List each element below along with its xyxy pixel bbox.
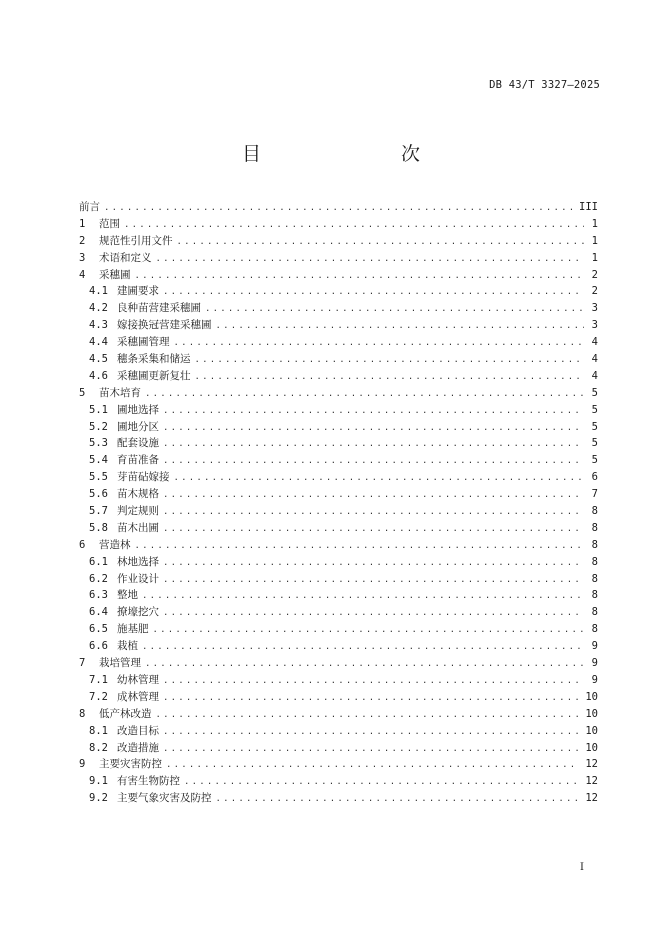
toc-entry-label: 建圃要求: [117, 285, 159, 298]
dot-leader: [163, 420, 584, 437]
toc-entry-number: 4: [79, 268, 86, 281]
toc-entry-label: 育苗准备: [117, 454, 159, 467]
toc-entry-label: 低产林改造: [99, 707, 152, 720]
toc-entry-label: 苗木培育: [99, 386, 141, 399]
toc-entry-number: 5.5: [89, 471, 108, 484]
toc-entry-page: 8: [591, 572, 598, 585]
dot-leader: [163, 605, 584, 622]
dot-leader: [174, 335, 585, 352]
dot-leader: [163, 403, 584, 420]
toc-entry-number: 5.8: [89, 521, 108, 534]
toc-entry[interactable]: [79, 638, 598, 655]
toc-entry-label: 范围: [99, 217, 120, 230]
dot-leader: [163, 690, 579, 707]
dot-leader: [163, 284, 584, 301]
toc-entry-page: 1: [591, 234, 598, 247]
toc-entry-page: 8: [591, 505, 598, 518]
toc-entry-number: 5.3: [89, 437, 108, 450]
toc-entry-number: 9.1: [89, 775, 108, 788]
toc-entry-page: 10: [585, 707, 598, 720]
page-number: I: [580, 862, 584, 873]
toc-entry-number: 8.2: [89, 741, 108, 754]
toc-entry-label: 苗木规格: [117, 488, 159, 501]
dot-leader: [124, 217, 584, 234]
toc-entry-label: 良种苗营建采穗圃: [117, 302, 201, 315]
toc-entry-page: 10: [585, 690, 598, 703]
toc-entry[interactable]: [79, 267, 598, 284]
toc-entry-page: 8: [591, 555, 598, 568]
toc-entry-page: 5: [591, 454, 598, 467]
toc-entry-label: 主要气象灾害及防控: [117, 792, 212, 805]
toc-entry-number: 5.1: [89, 403, 108, 416]
dot-leader: [163, 453, 584, 470]
toc-entry-page: 12: [585, 792, 598, 805]
toc-entry[interactable]: [79, 452, 598, 469]
toc-entry-label: 苗木出圃: [117, 521, 159, 534]
toc-entry[interactable]: [79, 351, 598, 368]
toc-entry-label: 穗条采集和储运: [117, 353, 191, 366]
toc-entry-label: 营造林: [99, 538, 131, 551]
toc-entry-number: 6.3: [89, 589, 108, 602]
dot-leader: [145, 656, 584, 673]
toc-entry-label: 芽苗砧嫁接: [117, 471, 170, 484]
dot-leader: [156, 251, 585, 268]
toc-entry-page: 1: [591, 217, 598, 230]
toc-entry-page: 5: [591, 420, 598, 433]
dot-leader: [163, 741, 579, 758]
toc-entry-label: 栽培管理: [99, 657, 141, 670]
dot-leader: [163, 436, 584, 453]
toc-entry[interactable]: [79, 655, 598, 672]
toc-entry-label: 判定规则: [117, 505, 159, 518]
toc-entry-page: III: [579, 201, 598, 213]
toc-entry-page: 7: [591, 488, 598, 501]
dot-leader: [163, 487, 584, 504]
toc-entry-label: 改造措施: [117, 741, 159, 754]
toc-entry-number: 4.5: [89, 353, 108, 366]
dot-leader: [156, 707, 580, 724]
toc-entry-label: 术语和定义: [99, 251, 152, 264]
toc-entry-page: 10: [585, 741, 598, 754]
toc-entry[interactable]: [79, 689, 598, 706]
toc-entry-number: 6.6: [89, 640, 108, 653]
toc-entry-label: 采穗圃: [99, 268, 131, 281]
dot-leader: [163, 673, 584, 690]
toc-entry-number: 2: [79, 234, 86, 247]
dot-leader: [142, 588, 584, 605]
toc-entry-page: 2: [591, 268, 598, 281]
toc-entry[interactable]: [79, 216, 598, 233]
toc-entry-label: 改造目标: [117, 724, 159, 737]
toc-entry[interactable]: [79, 385, 598, 402]
toc-entry-number: 4.2: [89, 302, 108, 315]
toc-entry[interactable]: [79, 621, 598, 638]
toc-entry-page: 8: [591, 521, 598, 534]
toc-entry-label: 撩壕挖穴: [117, 606, 159, 619]
toc-entry-number: 4.3: [89, 319, 108, 332]
toc-entry[interactable]: [79, 773, 598, 790]
dot-leader: [177, 234, 585, 251]
toc-entry-page: 9: [591, 640, 598, 653]
toc-entry-number: 7.1: [89, 673, 108, 686]
dot-leader: [195, 352, 585, 369]
toc-entry[interactable]: [79, 537, 598, 554]
standard-code: DB 43/T 3327—2025: [489, 79, 600, 91]
toc-entry[interactable]: [79, 419, 598, 436]
toc-entry[interactable]: [79, 283, 598, 300]
dot-leader: [163, 572, 584, 589]
toc-entry[interactable]: [79, 604, 598, 621]
toc-entry-label: 主要灾害防控: [99, 758, 162, 771]
dot-leader: [205, 301, 584, 318]
toc-entry-label: 圃地分区: [117, 420, 159, 433]
dot-leader: [216, 791, 580, 808]
toc-entry-label: 嫁接换冠营建采穗圃: [117, 319, 212, 332]
toc-entry-page: 9: [591, 673, 598, 686]
toc-entry-page: 10: [585, 724, 598, 737]
toc-entry-number: 6.5: [89, 623, 108, 636]
toc-entry-label: 圃地选择: [117, 403, 159, 416]
toc-entry-number: 4.1: [89, 285, 108, 298]
toc-entry-label: 配套设施: [117, 437, 159, 450]
toc-entry[interactable]: [79, 469, 598, 486]
toc-entry-number: 4.6: [89, 369, 108, 382]
toc-entry-page: 4: [591, 369, 598, 382]
toc-entry-page: 8: [591, 623, 598, 636]
toc-entry-number: 3: [79, 251, 86, 264]
toc-entry-label: 施基肥: [117, 623, 149, 636]
toc-entry[interactable]: [79, 706, 598, 723]
toc-entry[interactable]: [79, 554, 598, 571]
toc-entry-page: 3: [591, 319, 598, 332]
toc-entry-page: 8: [591, 538, 598, 551]
table-of-contents: [79, 199, 598, 807]
page-title: 目 次: [241, 143, 454, 165]
dot-leader: [135, 268, 585, 285]
toc-entry[interactable]: [79, 756, 598, 773]
dot-leader: [145, 386, 584, 403]
toc-entry[interactable]: [79, 334, 598, 351]
toc-entry-label: 整地: [117, 589, 138, 602]
toc-entry-number: 9.2: [89, 792, 108, 805]
toc-entry-number: 6.4: [89, 606, 108, 619]
toc-entry-label: 有害生物防控: [117, 775, 180, 788]
toc-entry-number: 6.1: [89, 555, 108, 568]
toc-entry-number: 8: [79, 707, 86, 720]
toc-entry-label: 作业设计: [117, 572, 159, 585]
toc-entry-number: 5.6: [89, 488, 108, 501]
toc-entry[interactable]: [79, 790, 598, 807]
toc-entry-page: 2: [591, 285, 598, 298]
toc-entry-page: 3: [591, 302, 598, 315]
toc-entry-number: 5.4: [89, 454, 108, 467]
toc-entry-label: 采穗圃更新复壮: [117, 369, 191, 382]
dot-leader: [166, 757, 579, 774]
toc-entry-page: 5: [591, 437, 598, 450]
toc-entry[interactable]: [79, 740, 598, 757]
toc-entry-label: 前言: [79, 201, 100, 213]
dot-leader: [195, 369, 585, 386]
dot-leader: [174, 470, 585, 487]
toc-entry-label: 林地选择: [117, 555, 159, 568]
toc-entry-page: 4: [591, 353, 598, 366]
toc-entry[interactable]: [79, 300, 598, 317]
toc-entry[interactable]: [79, 503, 598, 520]
toc-entry-label: 规范性引用文件: [99, 234, 173, 247]
dot-leader: [163, 504, 584, 521]
toc-entry-number: 5.2: [89, 420, 108, 433]
dot-leader: [163, 555, 584, 572]
dot-leader: [135, 538, 585, 555]
toc-entry-page: 9: [591, 657, 598, 670]
toc-entry[interactable]: [79, 233, 598, 250]
toc-entry-number: 7: [79, 657, 86, 670]
dot-leader: [104, 200, 573, 217]
dot-leader: [153, 622, 585, 639]
toc-entry[interactable]: [79, 571, 598, 588]
toc-entry-page: 1: [591, 251, 598, 264]
toc-entry[interactable]: [79, 587, 598, 604]
toc-entry[interactable]: [79, 672, 598, 689]
toc-entry-number: 7.2: [89, 690, 108, 703]
dot-leader: [142, 639, 584, 656]
dot-leader: [163, 521, 584, 538]
toc-entry-number: 6: [79, 538, 86, 551]
toc-entry-label: 采穗圃管理: [117, 336, 170, 349]
toc-entry-label: 幼林管理: [117, 673, 159, 686]
toc-entry-number: 5.7: [89, 505, 108, 518]
toc-entry[interactable]: [79, 435, 598, 452]
toc-entry-page: 4: [591, 336, 598, 349]
toc-entry[interactable]: [79, 250, 598, 267]
dot-leader: [163, 724, 579, 741]
toc-entry[interactable]: [79, 520, 598, 537]
toc-entry-number: 4.4: [89, 336, 108, 349]
toc-entry-label: 成林管理: [117, 690, 159, 703]
toc-entry-page: 6: [591, 471, 598, 484]
toc-entry[interactable]: [79, 368, 598, 385]
toc-entry[interactable]: [79, 486, 598, 503]
toc-entry-label: 栽植: [117, 640, 138, 653]
toc-entry-page: 5: [591, 403, 598, 416]
toc-entry-number: 9: [79, 758, 86, 771]
toc-entry-number: 1: [79, 217, 86, 230]
toc-entry-page: 12: [585, 758, 598, 771]
toc-entry[interactable]: [79, 199, 598, 216]
toc-entry-number: 6.2: [89, 572, 108, 585]
dot-leader: [184, 774, 579, 791]
toc-entry-page: 8: [591, 606, 598, 619]
toc-entry-page: 5: [591, 386, 598, 399]
toc-entry[interactable]: [79, 723, 598, 740]
toc-entry-page: 8: [591, 589, 598, 602]
toc-entry-number: 5: [79, 386, 86, 399]
toc-entry-number: 8.1: [89, 724, 108, 737]
toc-entry[interactable]: [79, 317, 598, 334]
dot-leader: [216, 318, 585, 335]
toc-entry[interactable]: [79, 402, 598, 419]
toc-entry-page: 12: [585, 775, 598, 788]
